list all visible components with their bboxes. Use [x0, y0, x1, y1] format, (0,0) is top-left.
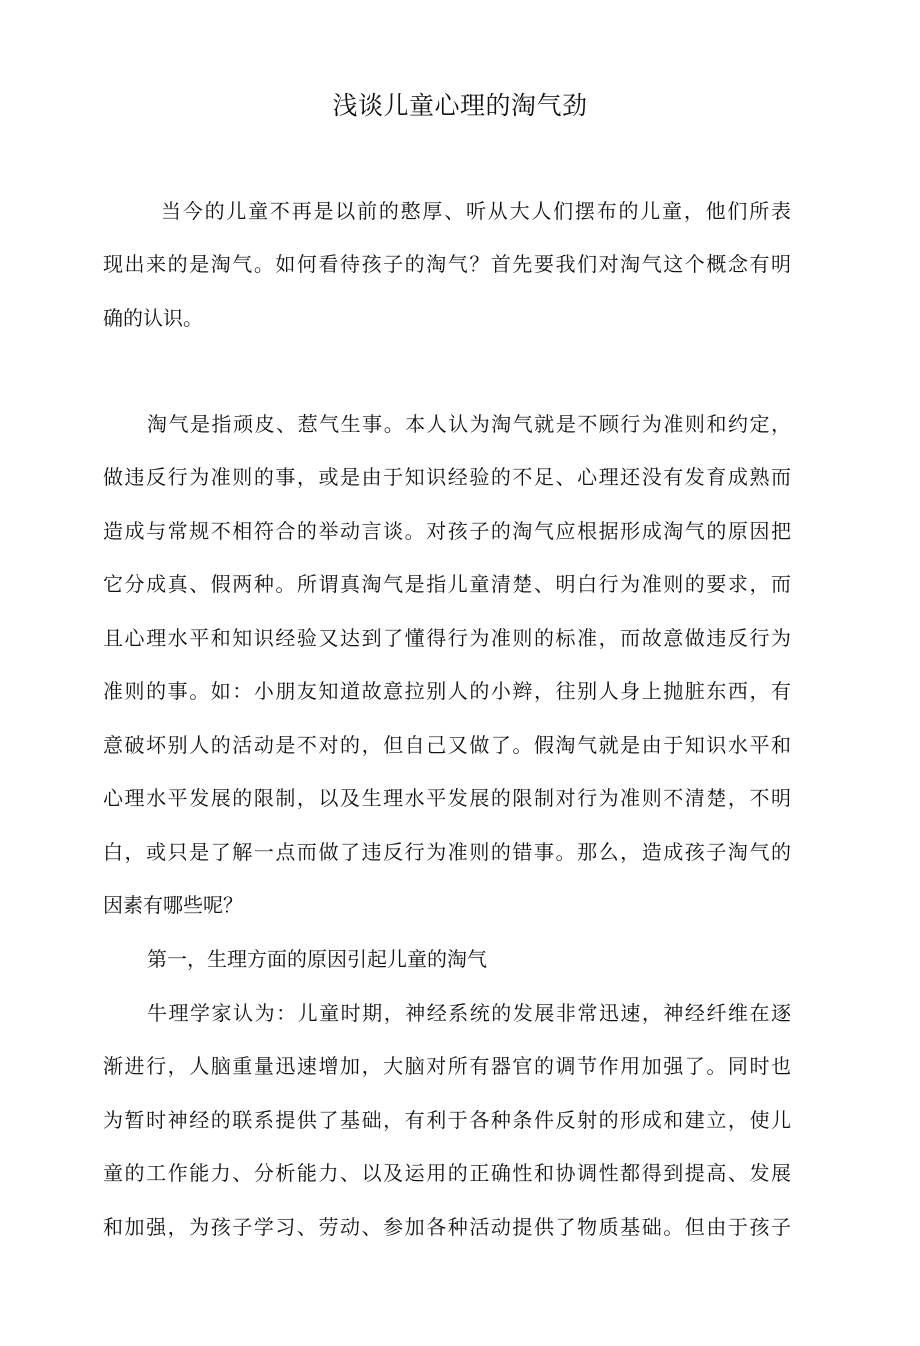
text-line: 淘气是指顽皮、惹气生事。本人认为淘气就是不顾行为准则和约定，: [147, 412, 791, 436]
text-line: 和加强，为孩子学习、劳动、参加各种活动提供了物质基础。但由于孩子: [103, 1215, 791, 1239]
text-line: 当今的儿童不再是以前的憨厚、听从大人们摆布的儿童，他们所表: [161, 199, 791, 223]
text-line: 因素有哪些呢？: [103, 893, 243, 917]
text-line: 意破坏别人的活动是不对的，但自己又做了。假淘气就是由于知识水平和: [103, 733, 791, 757]
document-title: 浅谈儿童心理的淘气劲: [332, 91, 588, 120]
text-line: 造成与常规不相符合的举动言谈。对孩子的淘气应根据形成淘气的原因把: [103, 519, 791, 543]
text-line: 做违反行为准则的事，或是由于知识经验的不足、心理还没有发育成熟而: [103, 465, 791, 489]
section-heading: 第一，生理方面的原因引起儿童的淘气: [147, 947, 487, 971]
text-line: 且心理水平和知识经验又达到了懂得行为准则的标准，而故意做违反行为: [103, 626, 791, 650]
text-line: 它分成真、假两种。所谓真淘气是指儿童清楚、明白行为准则的要求，而: [103, 572, 791, 596]
text-line: 童的工作能力、分析能力、以及运用的正确性和协调性都得到提高、发展: [103, 1161, 791, 1185]
text-line: 牛理学家认为：儿童时期，神经系统的发展非常迅速，神经纤维在逐: [147, 1001, 791, 1025]
text-line: 为暂时神经的联系提供了基础，有利于各种条件反射的形成和建立，使儿: [103, 1108, 791, 1132]
text-line: 现出来的是淘气。如何看待孩子的淘气？首先要我们对淘气这个概念有明: [103, 252, 791, 276]
text-line: 白，或只是了解一点而做了违反行为准则的错事。那么，造成孩子淘气的: [103, 840, 791, 864]
text-line: 准则的事。如：小朋友知道故意拉别人的小辫，往别人身上抛脏东西，有: [103, 679, 791, 703]
text-line: 心理水平发展的限制，以及生理水平发展的限制对行为准则不清楚，不明: [103, 786, 791, 810]
text-line: 渐进行，人脑重量迅速增加，大脑对所有器官的调节作用加强了。同时也: [103, 1054, 791, 1078]
text-line: 确的认识。: [103, 306, 203, 330]
